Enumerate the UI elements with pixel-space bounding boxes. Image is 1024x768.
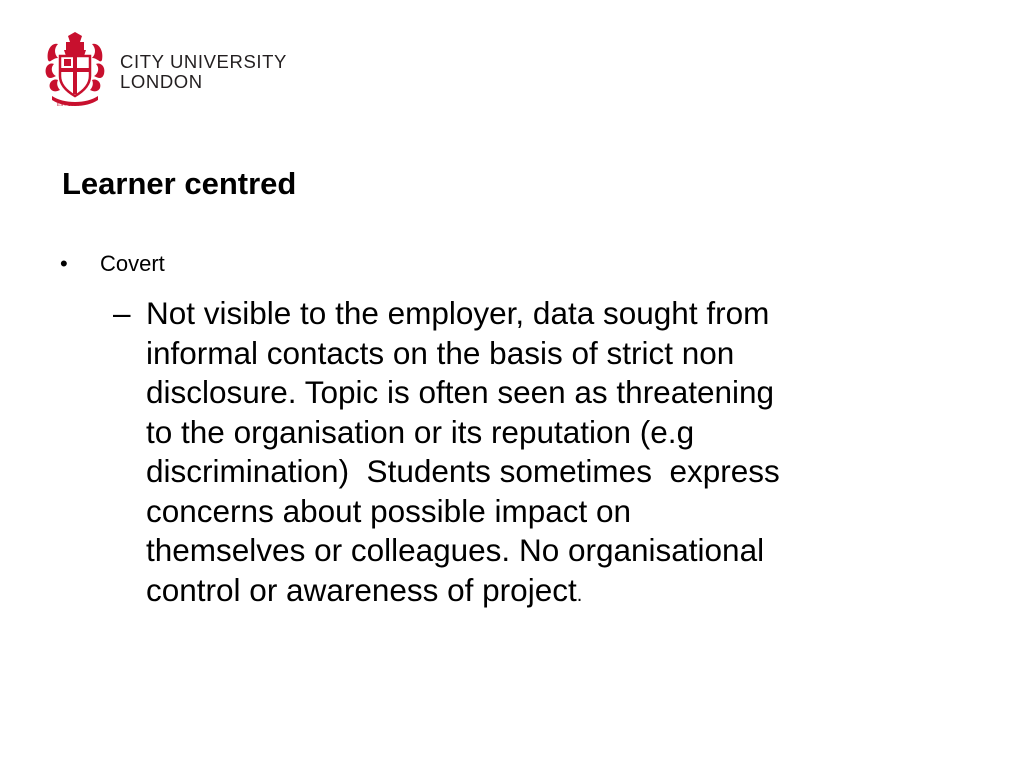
wordmark-line-1: CITY UNIVERSITY	[120, 51, 287, 72]
university-wordmark	[120, 52, 287, 92]
final-period: .	[576, 583, 583, 606]
dash-icon: –	[113, 295, 131, 331]
slide-title: Learner centred	[62, 166, 297, 201]
text-line: discrimination) Students sometimes express	[146, 453, 780, 489]
bullet-icon: •	[60, 251, 68, 276]
wordmark-line-2: LONDON	[120, 71, 203, 92]
text-line: Not visible to the employer, data sought from	[146, 295, 770, 331]
established-date: EST 1894	[57, 102, 80, 107]
text-line: themselves or colleagues. No organisational	[146, 532, 765, 568]
text-line: informal contacts on the basis of strict non	[146, 334, 735, 371]
text-line: to the organisation or its reputation (e.g	[146, 413, 695, 450]
city-university-logo	[44, 30, 304, 114]
sub-bullet-item	[113, 294, 973, 615]
bullet-text: Covert	[100, 251, 165, 276]
bullet-item	[60, 250, 165, 278]
university-crest-icon	[44, 30, 106, 110]
text-line-last-content: control or awareness of project	[146, 571, 577, 608]
sub-bullet-text	[146, 294, 973, 615]
text-line: disclosure. Topic is often seen as threatening	[146, 374, 775, 410]
text-line: concerns about possible impact on	[146, 492, 632, 529]
text-line-last	[146, 571, 973, 616]
